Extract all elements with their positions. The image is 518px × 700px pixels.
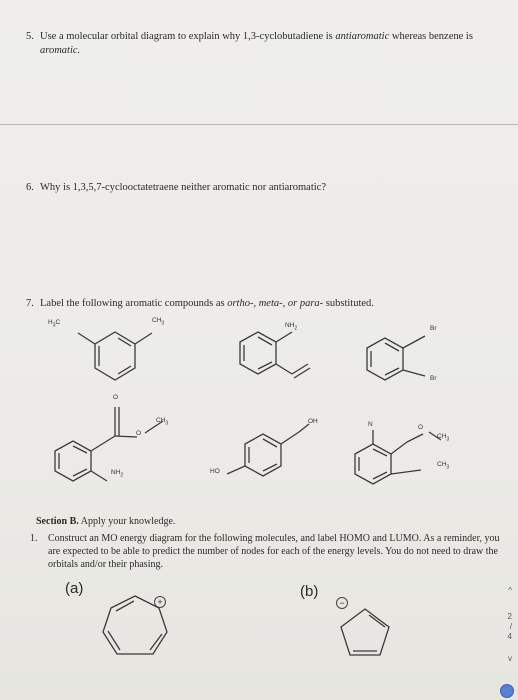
question-7 [26,297,496,311]
molecule-vinylaniline [210,318,320,388]
question-number: 7. [26,298,34,309]
page-current: 2 [507,612,512,621]
question-number: 5. [26,31,34,42]
part-b-label: (b) [300,583,319,600]
label-ch3-ether: $CH_3$ [437,433,450,443]
question-number: 6. [26,182,34,193]
molecule-dibromobenzene [355,318,465,388]
question-emphasis: aromatic. [40,45,81,56]
page-separator: / [509,622,512,631]
positive-charge-icon: + [154,596,166,608]
label-o-carbonyl: O [113,394,119,401]
question-text: Why is 1,3,5,7-cyclooctatetraene neither aromatic nor antiaromatic? [40,182,326,193]
label-br: Br [430,375,437,382]
page-total: 4 [507,632,512,641]
question-text: substituted. [323,298,374,309]
task-number: 1. [30,533,38,544]
label-o-ether: O [418,424,424,431]
task-text: Construct an MO energy diagram for the following molecules, and label HOMO and LUMO. As a reminder, you are expected to be able to predict the number of nodes for each of the energy levels. You do not need to draw the orbitals and/or their phasing. [48,533,500,570]
label-ch3: $CH_3$ [152,317,165,327]
label-nh2: $NH_2$ [285,322,298,332]
question-emphasis: antiaromatic [335,31,390,42]
question-text: whereas benzene is [389,31,473,42]
scroll-down-icon[interactable]: v [508,654,512,663]
label-br: Br [430,325,437,332]
label-ho: HO [210,468,220,475]
label-nh2: $NH_2$ [111,469,124,479]
molecule-methoxymethylpyridine [345,410,485,490]
assistant-icon[interactable] [500,684,514,698]
label-ch3-ester: $CH_3$ [156,417,169,427]
question-text: Use a molecular orbital diagram to explain why 1,3-cyclobutadiene is [40,31,336,42]
label-oh: OH [308,418,318,425]
scroll-up-icon[interactable]: ^ [508,586,512,595]
molecule-meta-xylene [60,318,170,388]
question-5 [26,30,496,58]
question-text: Label the following aromatic compounds as [40,298,228,309]
label-ch3-ring: $CH_3$ [437,461,450,471]
part-a-label: (a) [65,580,84,597]
negative-charge-icon: − [336,597,348,609]
molecule-cyclopentadienide [335,605,395,665]
section-subtitle: Apply your knowledge. [78,516,176,527]
divider [0,124,518,125]
label-h3c: $H_3C$ [48,319,61,329]
question-emphasis: ortho-, meta-, or para- [227,298,324,309]
question-6 [26,181,496,195]
section-b-heading [36,515,496,528]
label-n: N [368,421,373,428]
section-title: Section B. [36,516,79,527]
label-o-ester: O [136,430,142,437]
section-b-task-1 [30,532,500,571]
